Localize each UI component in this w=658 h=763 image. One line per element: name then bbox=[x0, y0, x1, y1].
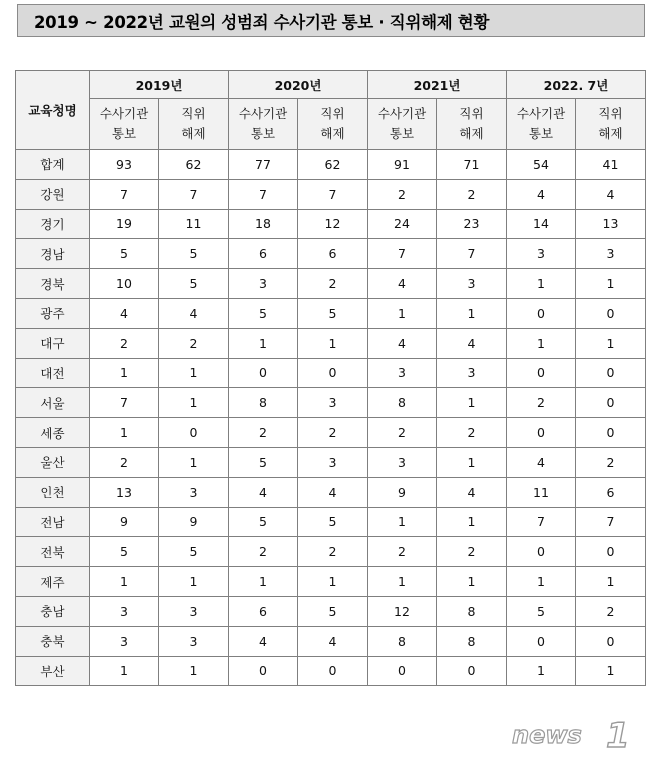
sub-header-line: 해제 bbox=[459, 126, 484, 141]
value-cell: 4 bbox=[368, 269, 437, 299]
value-cell: 2 bbox=[298, 418, 368, 448]
value-cell: 77 bbox=[229, 150, 298, 180]
value-cell: 0 bbox=[368, 656, 437, 686]
value-cell: 7 bbox=[507, 507, 576, 537]
value-cell: 5 bbox=[159, 239, 229, 269]
sub-column-header bbox=[507, 99, 576, 150]
value-cell: 62 bbox=[159, 150, 229, 180]
sub-header-line: 통보 bbox=[250, 126, 276, 141]
value-cell: 1 bbox=[437, 388, 507, 418]
value-cell: 2 bbox=[298, 537, 368, 567]
value-cell: 93 bbox=[90, 150, 159, 180]
value-cell: 4 bbox=[507, 179, 576, 209]
sub-header-line: 수사기관 bbox=[377, 106, 427, 121]
value-cell: 1 bbox=[368, 298, 437, 328]
value-cell: 2 bbox=[90, 328, 159, 358]
value-cell: 5 bbox=[298, 298, 368, 328]
value-cell: 9 bbox=[368, 477, 437, 507]
value-cell: 3 bbox=[437, 358, 507, 388]
value-cell: 2 bbox=[507, 388, 576, 418]
value-cell: 9 bbox=[159, 507, 229, 537]
value-cell: 3 bbox=[90, 596, 159, 626]
region-cell: 부산 bbox=[16, 656, 90, 686]
value-cell: 1 bbox=[298, 567, 368, 597]
sub-column-header bbox=[159, 99, 229, 150]
value-cell: 8 bbox=[229, 388, 298, 418]
value-cell: 2 bbox=[576, 447, 646, 477]
sub-header-line: 통보 bbox=[389, 126, 415, 141]
table-row bbox=[16, 447, 646, 477]
value-cell: 4 bbox=[437, 477, 507, 507]
value-cell: 8 bbox=[368, 388, 437, 418]
value-cell: 7 bbox=[437, 239, 507, 269]
value-cell: 7 bbox=[159, 179, 229, 209]
value-cell: 3 bbox=[368, 358, 437, 388]
region-cell: 서울 bbox=[16, 388, 90, 418]
value-cell: 2 bbox=[298, 269, 368, 299]
value-cell: 12 bbox=[368, 596, 437, 626]
value-cell: 0 bbox=[507, 537, 576, 567]
sub-column-header bbox=[298, 99, 368, 150]
sub-header-line: 직위 bbox=[181, 106, 206, 121]
value-cell: 4 bbox=[368, 328, 437, 358]
value-cell: 12 bbox=[298, 209, 368, 239]
value-cell: 3 bbox=[229, 269, 298, 299]
table-row bbox=[16, 209, 646, 239]
table-row bbox=[16, 269, 646, 299]
value-cell: 3 bbox=[298, 447, 368, 477]
value-cell: 1 bbox=[90, 358, 159, 388]
value-cell: 1 bbox=[507, 656, 576, 686]
value-cell: 0 bbox=[507, 358, 576, 388]
table-row bbox=[16, 656, 646, 686]
value-cell: 11 bbox=[507, 477, 576, 507]
value-cell: 9 bbox=[90, 507, 159, 537]
sub-column-header bbox=[90, 99, 159, 150]
value-cell: 8 bbox=[368, 626, 437, 656]
value-cell: 3 bbox=[159, 477, 229, 507]
sub-header-row bbox=[16, 99, 646, 150]
value-cell: 91 bbox=[368, 150, 437, 180]
region-cell: 충남 bbox=[16, 596, 90, 626]
year-header: 2021년 bbox=[368, 71, 507, 99]
table-row bbox=[16, 298, 646, 328]
value-cell: 1 bbox=[437, 447, 507, 477]
value-cell: 1 bbox=[576, 269, 646, 299]
value-cell: 7 bbox=[576, 507, 646, 537]
value-cell: 0 bbox=[229, 656, 298, 686]
value-cell: 2 bbox=[90, 447, 159, 477]
value-cell: 4 bbox=[507, 447, 576, 477]
region-cell: 광주 bbox=[16, 298, 90, 328]
value-cell: 1 bbox=[576, 328, 646, 358]
value-cell: 5 bbox=[90, 239, 159, 269]
table-row bbox=[16, 477, 646, 507]
value-cell: 54 bbox=[507, 150, 576, 180]
year-header: 2022. 7년 bbox=[507, 71, 646, 99]
value-cell: 4 bbox=[90, 298, 159, 328]
region-cell: 인천 bbox=[16, 477, 90, 507]
sub-column-header bbox=[576, 99, 646, 150]
value-cell: 2 bbox=[437, 537, 507, 567]
value-cell: 13 bbox=[90, 477, 159, 507]
value-cell: 19 bbox=[90, 209, 159, 239]
region-cell: 경북 bbox=[16, 269, 90, 299]
sub-column-header bbox=[437, 99, 507, 150]
value-cell: 1 bbox=[368, 507, 437, 537]
table-row bbox=[16, 567, 646, 597]
year-header: 2019년 bbox=[90, 71, 229, 99]
value-cell: 10 bbox=[90, 269, 159, 299]
value-cell: 1 bbox=[159, 388, 229, 418]
table-row bbox=[16, 239, 646, 269]
region-cell: 전북 bbox=[16, 537, 90, 567]
region-cell: 강원 bbox=[16, 179, 90, 209]
value-cell: 0 bbox=[507, 418, 576, 448]
value-cell: 1 bbox=[576, 656, 646, 686]
table-row bbox=[16, 388, 646, 418]
region-cell: 대전 bbox=[16, 358, 90, 388]
table-row bbox=[16, 358, 646, 388]
sub-header-line: 직위 bbox=[459, 106, 484, 121]
value-cell: 0 bbox=[576, 298, 646, 328]
value-cell: 1 bbox=[159, 656, 229, 686]
value-cell: 0 bbox=[576, 537, 646, 567]
value-cell: 2 bbox=[576, 596, 646, 626]
region-cell: 울산 bbox=[16, 447, 90, 477]
region-cell: 합계 bbox=[16, 150, 90, 180]
value-cell: 1 bbox=[507, 567, 576, 597]
value-cell: 14 bbox=[507, 209, 576, 239]
value-cell: 4 bbox=[229, 477, 298, 507]
value-cell: 5 bbox=[229, 298, 298, 328]
value-cell: 0 bbox=[229, 358, 298, 388]
value-cell: 1 bbox=[437, 298, 507, 328]
watermark-text: news bbox=[512, 721, 582, 749]
value-cell: 1 bbox=[159, 447, 229, 477]
value-cell: 3 bbox=[368, 447, 437, 477]
value-cell: 1 bbox=[90, 567, 159, 597]
value-cell: 8 bbox=[437, 596, 507, 626]
value-cell: 7 bbox=[229, 179, 298, 209]
table-row bbox=[16, 418, 646, 448]
value-cell: 1 bbox=[90, 656, 159, 686]
value-cell: 2 bbox=[229, 418, 298, 448]
value-cell: 1 bbox=[437, 507, 507, 537]
table-row bbox=[16, 507, 646, 537]
region-cell: 세종 bbox=[16, 418, 90, 448]
value-cell: 41 bbox=[576, 150, 646, 180]
value-cell: 0 bbox=[576, 626, 646, 656]
table-row bbox=[16, 150, 646, 180]
value-cell: 4 bbox=[298, 626, 368, 656]
value-cell: 6 bbox=[576, 477, 646, 507]
value-cell: 0 bbox=[159, 418, 229, 448]
value-cell: 0 bbox=[507, 626, 576, 656]
value-cell: 0 bbox=[507, 298, 576, 328]
region-cell: 전남 bbox=[16, 507, 90, 537]
sub-header-line: 수사기관 bbox=[516, 106, 566, 121]
watermark-mark: 1 bbox=[606, 716, 630, 753]
year-header-row bbox=[16, 71, 646, 99]
value-cell: 6 bbox=[229, 596, 298, 626]
sub-header-line: 통보 bbox=[528, 126, 554, 141]
value-cell: 0 bbox=[576, 358, 646, 388]
value-cell: 3 bbox=[159, 626, 229, 656]
value-cell: 1 bbox=[368, 567, 437, 597]
value-cell: 1 bbox=[159, 567, 229, 597]
value-cell: 24 bbox=[368, 209, 437, 239]
value-cell: 11 bbox=[159, 209, 229, 239]
value-cell: 1 bbox=[90, 418, 159, 448]
sub-header-line: 통보 bbox=[111, 126, 137, 141]
value-cell: 0 bbox=[298, 358, 368, 388]
news1-watermark bbox=[510, 713, 650, 753]
value-cell: 8 bbox=[437, 626, 507, 656]
value-cell: 2 bbox=[229, 537, 298, 567]
value-cell: 5 bbox=[298, 507, 368, 537]
sub-header-line: 해제 bbox=[181, 126, 206, 141]
value-cell: 2 bbox=[368, 179, 437, 209]
value-cell: 3 bbox=[576, 239, 646, 269]
page-title: 2019 ~ 2022년 교원의 성범죄 수사기관 통보 · 직위해제 현황 bbox=[17, 4, 645, 37]
value-cell: 3 bbox=[159, 596, 229, 626]
value-cell: 3 bbox=[298, 388, 368, 418]
table-row bbox=[16, 537, 646, 567]
value-cell: 5 bbox=[159, 537, 229, 567]
value-cell: 5 bbox=[229, 507, 298, 537]
value-cell: 4 bbox=[576, 179, 646, 209]
sub-header-line: 해제 bbox=[320, 126, 345, 141]
value-cell: 4 bbox=[229, 626, 298, 656]
value-cell: 5 bbox=[159, 269, 229, 299]
value-cell: 7 bbox=[368, 239, 437, 269]
value-cell: 5 bbox=[229, 447, 298, 477]
region-cell: 대구 bbox=[16, 328, 90, 358]
sub-header-line: 직위 bbox=[598, 106, 623, 121]
sub-header-line: 수사기관 bbox=[99, 106, 149, 121]
value-cell: 23 bbox=[437, 209, 507, 239]
region-cell: 경기 bbox=[16, 209, 90, 239]
value-cell: 2 bbox=[159, 328, 229, 358]
sub-header-line: 해제 bbox=[598, 126, 623, 141]
value-cell: 3 bbox=[90, 626, 159, 656]
value-cell: 0 bbox=[437, 656, 507, 686]
region-column-header: 교육청명 bbox=[16, 71, 90, 150]
value-cell: 4 bbox=[159, 298, 229, 328]
year-header: 2020년 bbox=[229, 71, 368, 99]
table-row bbox=[16, 179, 646, 209]
value-cell: 3 bbox=[507, 239, 576, 269]
value-cell: 2 bbox=[437, 179, 507, 209]
value-cell: 0 bbox=[298, 656, 368, 686]
value-cell: 7 bbox=[90, 388, 159, 418]
value-cell: 71 bbox=[437, 150, 507, 180]
stats-table bbox=[15, 70, 646, 686]
sub-column-header bbox=[229, 99, 298, 150]
value-cell: 1 bbox=[507, 328, 576, 358]
value-cell: 1 bbox=[298, 328, 368, 358]
value-cell: 2 bbox=[368, 418, 437, 448]
value-cell: 1 bbox=[159, 358, 229, 388]
value-cell: 5 bbox=[90, 537, 159, 567]
value-cell: 1 bbox=[576, 567, 646, 597]
table-row bbox=[16, 596, 646, 626]
region-cell: 제주 bbox=[16, 567, 90, 597]
value-cell: 0 bbox=[576, 388, 646, 418]
value-cell: 1 bbox=[507, 269, 576, 299]
value-cell: 4 bbox=[437, 328, 507, 358]
value-cell: 6 bbox=[229, 239, 298, 269]
table-body bbox=[16, 150, 646, 686]
value-cell: 13 bbox=[576, 209, 646, 239]
value-cell: 18 bbox=[229, 209, 298, 239]
value-cell: 6 bbox=[298, 239, 368, 269]
value-cell: 0 bbox=[576, 418, 646, 448]
value-cell: 2 bbox=[437, 418, 507, 448]
table-row bbox=[16, 328, 646, 358]
value-cell: 3 bbox=[437, 269, 507, 299]
value-cell: 62 bbox=[298, 150, 368, 180]
region-cell: 충북 bbox=[16, 626, 90, 656]
value-cell: 1 bbox=[229, 328, 298, 358]
value-cell: 7 bbox=[90, 179, 159, 209]
value-cell: 4 bbox=[298, 477, 368, 507]
sub-header-line: 수사기관 bbox=[238, 106, 288, 121]
value-cell: 7 bbox=[298, 179, 368, 209]
value-cell: 2 bbox=[368, 537, 437, 567]
sub-column-header bbox=[368, 99, 437, 150]
sub-header-line: 직위 bbox=[320, 106, 345, 121]
value-cell: 5 bbox=[507, 596, 576, 626]
table-row bbox=[16, 626, 646, 656]
region-cell: 경남 bbox=[16, 239, 90, 269]
value-cell: 5 bbox=[298, 596, 368, 626]
value-cell: 1 bbox=[437, 567, 507, 597]
value-cell: 1 bbox=[229, 567, 298, 597]
